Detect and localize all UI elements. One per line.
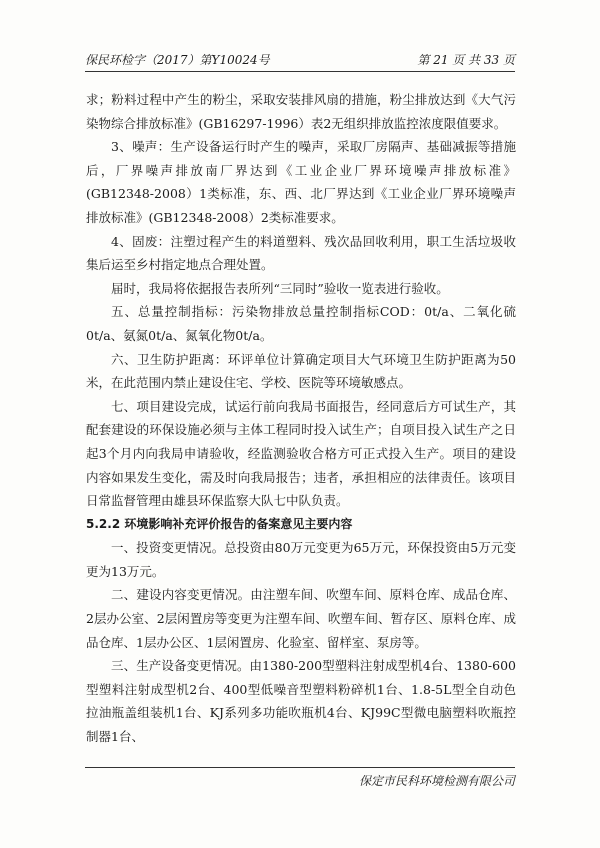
paragraph-protection-distance: 六、卫生防护距离：环评单位计算确定项目大气环境卫生防护距离为50米，在此范围内禁止建设住宅、学校、医院等环境敏感点。 [86, 351, 516, 391]
section-heading: 5.2.2 环境影响补充评价报告的备案意见主要内容 [86, 516, 353, 531]
paragraph-equipment-change: 三、生产设备变更情况。由1380-200型塑料注射成型机4台、1380-600型塑料注射成型机2台、400型低噪音型塑料粉碎机1台、1.8-5L型全自动色拉油瓶盖组装机1台、KJ系列多功能吹瓶机4台、KJ99C型微电脑塑料吹瓶控制器1台、 [86, 658, 516, 745]
paragraph-acceptance: 届时，我局将依据报告表所列“三同时”验收一览表进行验收。 [111, 280, 449, 296]
paragraph-project-completion: 七、项目建设完成，试运行前向我局书面报告，经同意后方可试生产，其配套建设的环保设施必须与主体工程同时投入试生产；自项目投入试生产之日起3个月内向我局申请验收，经监测验收合格方可正式投入生产。项目的建设内容如果发生变化，需及时向我局报告；违者，承担相应的法律责任。该项目日常监督管理由雄县环保监察大队七中队负责。 [86, 398, 516, 509]
paragraph-solid-waste: 4、固废：注塑过程产生的料道塑料、残次品回收利用，职工生活垃圾收集后运至乡村指定地点合理处置。 [86, 233, 516, 273]
footer-company: 保定市民科环境检测有限公司 [358, 774, 515, 788]
footer-divider [85, 767, 515, 768]
paragraph-investment-change: 一、投资变更情况。总投资由80万元变更为65万元，环保投资由5万元变更为13万元。 [86, 540, 516, 579]
header-divider [85, 71, 515, 72]
paragraph-content-change: 二、建设内容变更情况。由注塑车间、吹塑车间、原料仓库、成品仓库、2层办公室、2层闲置房等变更为注塑车间、吹塑车间、暂存区、原料仓库、成品仓库、1层办公区、1层闲置房、化验室、留样室、泵房等。 [86, 587, 516, 650]
page-header [85, 50, 515, 68]
paragraph-noise: 3、噪声：生产设备运行时产生的噪声，采取厂房隔声、基础减振等措施后，厂界噪声排放南厂界达到《工业企业厂界环境噪声排放标准》(GB12348-2008）1类标准，东、西、北厂界达到《工业企业厂界环境噪声排放标准》(GB12348-2008）2类标准要求。 [86, 139, 516, 225]
paragraph-total-control: 五、总量控制指标：污染物排放总量控制指标COD：0t/a、二氧化硫0t/a、氨氮0t/a、氮氧化物0t/a。 [86, 304, 516, 343]
document-body [86, 88, 516, 749]
page-info: 第 21 页 共 33 页 [417, 53, 515, 67]
paragraph-1: 求；粉料过程中产生的粉尘，采取安装排风扇的措施，粉尘排放达到《大气污染物综合排放标准》(GB16297-1996）表2无组织排放监控浓度限值要求。 [86, 92, 516, 131]
document-number: 保民环检字（2017）第Y10024号 [85, 53, 270, 67]
